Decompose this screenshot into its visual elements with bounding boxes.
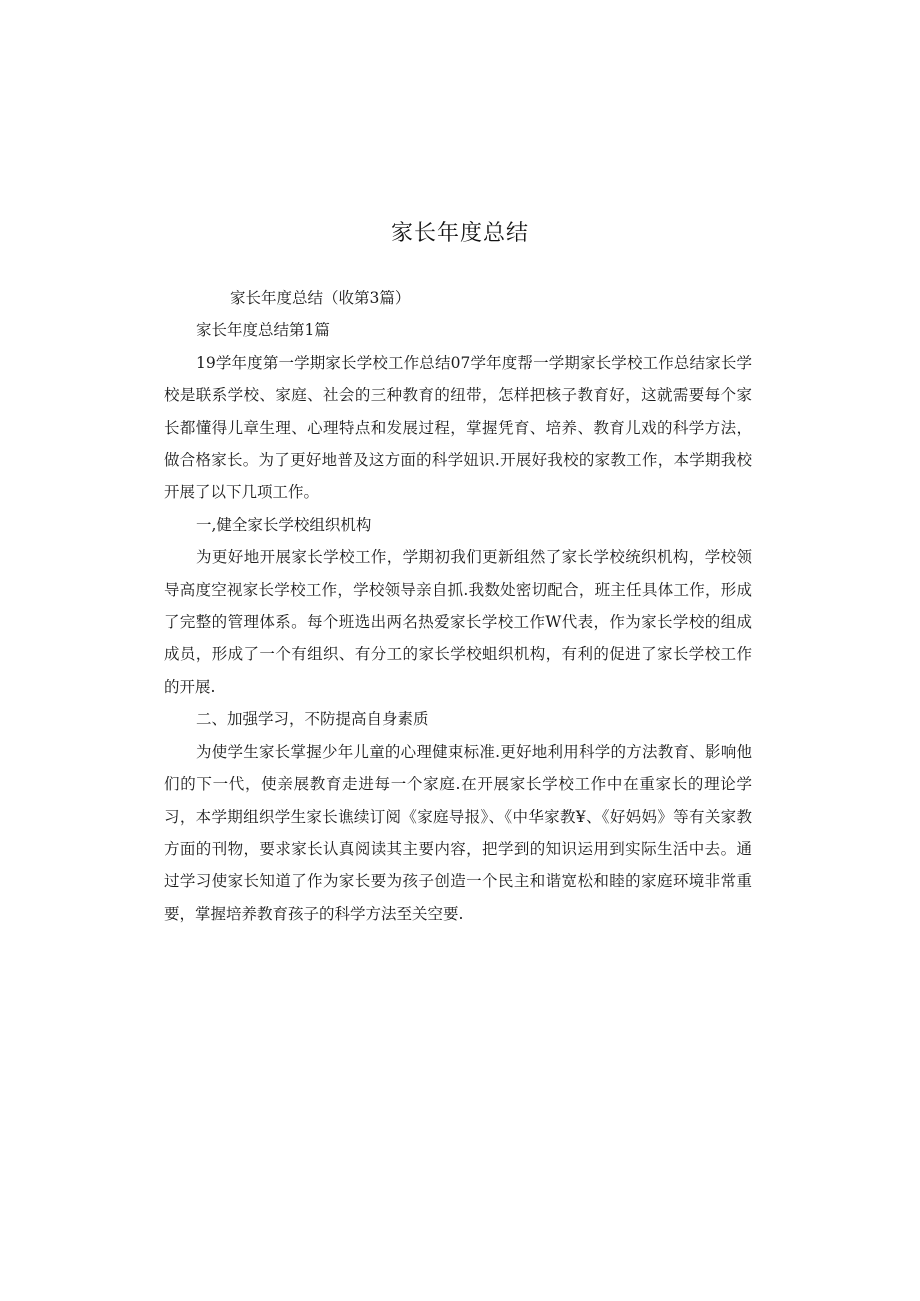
- heading-organization: 一,健全家长学校组织机构: [196, 515, 372, 534]
- document-body: [164, 282, 752, 930]
- document-title: 家长年度总结: [390, 221, 529, 246]
- section-label: 家长年度总结第1篇: [196, 321, 330, 340]
- paragraph-organization: 为更好地开展家长学校工作，学期初我们更新组然了家长学校统织机构，学校领导高度空视家长学校工作，学校领导亲自抓.我数处密切配合，班主任具体工作，形成了完整的管理体系。每个班选出两名热爱家长学校工作W代表，作为家长学校的组成成员，形成了一个有组织、有分工的家长学校蛆织机构，有利的促进了家长学校工作的开展.: [164, 548, 752, 696]
- document-subtitle: 家长年度总结（收第3篇）: [230, 289, 411, 307]
- paragraph-study: 为使学生家长掌握少年儿童的心理健束标准.更好地利用科学的方法教育、影响他们的下一代，使亲展教育走进每一个家庭.在开展家长学校工作中在重家长的理论学习，本学期组织学生家长谯续订阅《家庭导报》、《中华家教¥、《好妈妈》等有关家教方面的刊物，要求家长认真阅读其主要内容，把学到的知识运用到实际生活中去。通过学习使家长知道了作为家长要为孩子创造一个民主和谐宽松和睦的家庭环境非常重要，掌握培养教育孩子的科学方法至关空要.: [164, 742, 752, 923]
- paragraph-intro: 19学年度第一学期家长学校工作总结07学年度帮一学期家长学校工作总结家长学校是联系学校、家庭、社会的三种教育的纽带，怎样把核子教育好，这就需要每个家长都懂得儿章生理、心理特点和发展过程，掌握凭育、培养、教育儿戏的科学方法，做合格家长。为了更好地普及这方面的科学妞识.开展好我校的家教工作，本学期我校开展了以下几项工作。: [164, 353, 752, 502]
- heading-study: 二、加强学习，不防提高自身素质: [196, 710, 429, 729]
